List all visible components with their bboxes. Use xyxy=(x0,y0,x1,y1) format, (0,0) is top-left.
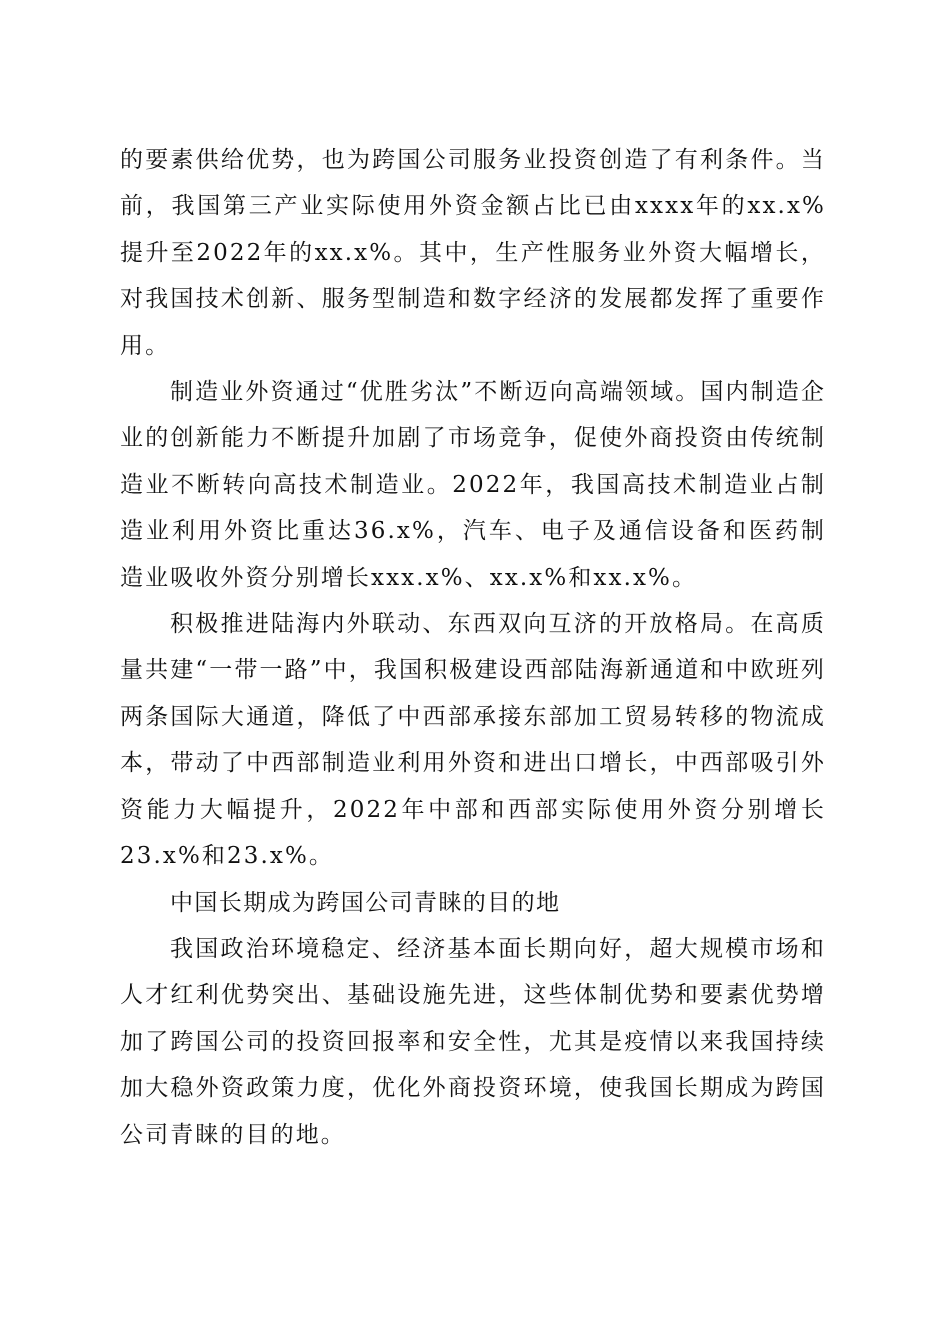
paragraph-destination: 我国政治环境稳定、经济基本面长期向好，超大规模市场和人才红利优势突出、基础设施先进，这些体制优势和要素优势增加了跨国公司的投资回报率和安全性，尤其是疫情以来我国持续加大稳外资政策力度，优化外商投资环境，使我国长期成为跨国公司青睐的目的地。 xyxy=(120,935,826,1148)
paragraph-opening-pattern: 积极推进陆海内外联动、东西双向互济的开放格局。在高质量共建“一带一路”中，我国积极建设西部陆海新通道和中欧班列两条国际大通道，降低了中西部承接东部加工贸易转移的物流成本，带动了中西部制造业利用外资和进出口增长，中西部吸引外资能力大幅提升，2022年中部和西部实际使用外资分别增长23.x%和23.x%。 xyxy=(120,611,826,870)
paragraph-continued: 的要素供给优势，也为跨国公司服务业投资创造了有利条件。当前，我国第三产业实际使用外资金额占比已由xxxx年的xx.x%提升至2022年的xx.x%。其中，生产性服务业外资大幅增长，对我国技术创新、服务型制造和数字经济的发展都发挥了重要作用。 xyxy=(120,147,826,359)
paragraph-manufacturing: 制造业外资通过“优胜劣汰”不断迈向高端领域。国内制造企业的创新能力不断提升加剧了市场竞争，促使外商投资由传统制造业不断转向高技术制造业。2022年，我国高技术制造业占制造业利用外资比重达36.x%，汽车、电子及通信设备和医药制造业吸收外资分别增长xxx.x%、xx.x%和xx.x%。 xyxy=(120,379,826,591)
section-heading: 中国长期成为跨国公司青睐的目的地 xyxy=(170,889,561,916)
document-body xyxy=(120,137,826,1158)
